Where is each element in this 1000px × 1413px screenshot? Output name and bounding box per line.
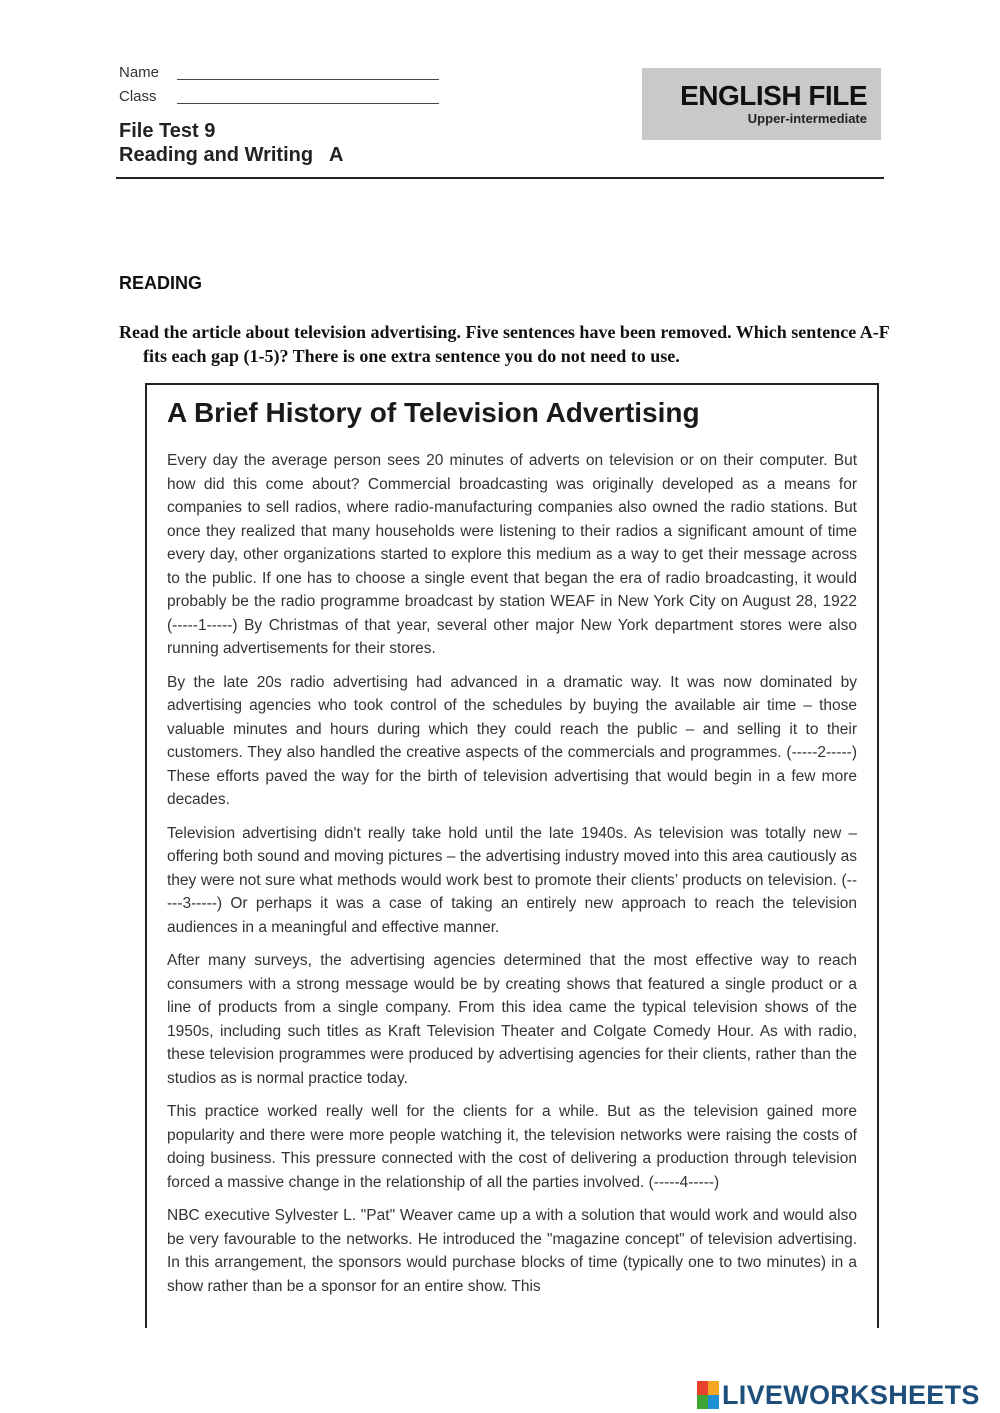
name-label: Name bbox=[119, 64, 160, 81]
logo-main-text: ENGLISH FILE bbox=[680, 80, 867, 111]
reading-instructions: Read the article about television advertising. Five sentences have been removed. Which sentence A-F fits each gap (1-5)? There is one extra sentence you do not need to use. bbox=[119, 322, 890, 366]
article-paragraph-1: Every day the average person sees 20 minutes of adverts on television or on their computer. But how did this come about? Commercial broadcasting was originally developed as a means for companies to sell radios, where radio-manufacturing companies also owned the radio stations. But once they realized that many households were listening to their radios a significant amount of time every day, other organizations started to explore this medium as a way to get their message across to the public. If one has to choose a single event that began the era of radio broadcasting, it would probably be the radio programme broadcast by station WEAF in New York City on August 28, 1922 (-----1-----) By Christmas of that year, several other major New York department stores were also running advertisements for their stores. bbox=[167, 452, 857, 657]
article-paragraph-4: After many surveys, the advertising agencies determined that the most effective way to reach consumers with a strong message would be by creating shows that featured a single product or a line of products from a single company. From this idea came the typical television shows of the 1950s, including such titles as Kraft Television Theater and Colgate Comedy Hour. As with radio, these television programmes were produced by advertising agencies for their clients, rather than the studios as is normal practice today. bbox=[167, 952, 857, 1087]
watermark-text: LIVEWORKSHEETS bbox=[722, 1379, 980, 1410]
class-label: Class bbox=[119, 88, 157, 105]
liveworksheets-watermark bbox=[697, 1378, 980, 1412]
article-paragraph-5: This practice worked really well for the clients for a while. But as the television gained more popularity and there were more people watching it, the television networks were raising the costs of doing business. This pressure connected with the cost of delivering a production through television forced a massive change in the relationship of all the parties involved. (-----4-----) bbox=[167, 1103, 857, 1191]
article-title: A Brief History of Television Advertising bbox=[167, 397, 700, 428]
article-box bbox=[145, 383, 879, 1328]
liveworksheets-logo-icon bbox=[697, 1381, 719, 1409]
class-line bbox=[177, 103, 439, 104]
name-field bbox=[119, 64, 159, 81]
test-subtitle: Reading and Writing A bbox=[119, 144, 344, 166]
test-title: File Test 9 bbox=[119, 120, 216, 142]
header-divider bbox=[116, 177, 884, 179]
article-paragraph-6: NBC executive Sylvester L. "Pat" Weaver came up a with a solution that would work and would also be very favourable to the networks. He introduced the "magazine concept" of television advertising. In this arrangement, the sponsors would purchase blocks of time (typically one to two minutes) in a show rather than be a sponsor for an entire show. This bbox=[167, 1207, 857, 1295]
logo-sub-text: Upper-intermediate bbox=[747, 111, 867, 126]
reading-heading: READING bbox=[119, 273, 203, 293]
class-field bbox=[119, 88, 157, 105]
english-file-logo bbox=[642, 68, 881, 140]
name-line bbox=[177, 79, 439, 80]
article-body bbox=[167, 449, 857, 1308]
article-paragraph-3: Television advertising didn't really take hold until the late 1940s. As television was totally new – offering both sound and moving pictures – the advertising industry moved into this area cautiously as they were not sure what methods would work best to promote their clients’ products on television. (-----3-----) Or perhaps it was a case of taking an entirely new approach to reach the television audiences in a meaningful and effective manner. bbox=[167, 824, 857, 936]
article-paragraph-2: By the late 20s radio advertising had advanced in a dramatic way. It was now dominated by advertising agencies who took control of the schedules by buying the available air time – those valuable minutes and hours during which they could reach the public – and selling it to their customers. They also handled the creative aspects of the commercials and programmes. (-----2-----) These efforts paved the way for the birth of television advertising that would begin in a few more decades. bbox=[167, 673, 857, 808]
